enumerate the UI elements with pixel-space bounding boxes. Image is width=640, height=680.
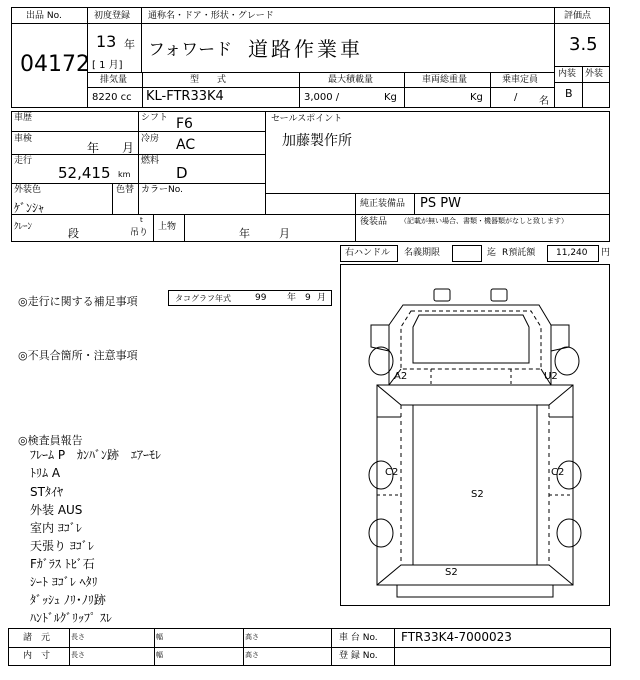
inspector-line: 外装 AUS bbox=[30, 503, 83, 517]
interior-label: 内装 bbox=[558, 69, 577, 79]
damage-mark: S2 bbox=[471, 489, 484, 500]
crane-label: ｸﾚｰﾝ bbox=[14, 222, 33, 232]
capacity-label: 乗車定員 bbox=[502, 75, 539, 85]
length-label: 長さ bbox=[71, 651, 85, 659]
mileage-value: 52,415 bbox=[58, 164, 111, 182]
driving-title: ◎走行に関する補足事項 bbox=[18, 295, 138, 308]
tachograph-label: タコグラフ年式 bbox=[175, 294, 231, 303]
damage-mark: S2 bbox=[445, 567, 458, 578]
first-reg-label: 初度登録 bbox=[94, 11, 131, 21]
name-box bbox=[141, 7, 555, 73]
body-outline bbox=[377, 385, 573, 585]
length-label: 長さ bbox=[71, 633, 85, 641]
capacity-unit: 名 bbox=[539, 96, 549, 107]
max-load-unit: Kg bbox=[384, 92, 397, 103]
wheel-front-right bbox=[555, 347, 579, 375]
model-name: フォワード bbox=[148, 40, 233, 60]
max-load: 3,000 / bbox=[304, 92, 340, 103]
equipment: PS PW bbox=[420, 196, 461, 211]
fuel-label: 燃料 bbox=[141, 156, 160, 166]
damage-mark: C2 bbox=[551, 467, 565, 478]
capacity: / bbox=[514, 92, 518, 103]
inspection-label: 車検 bbox=[14, 134, 33, 144]
tachograph-year-unit: 年 bbox=[287, 293, 297, 303]
grade-box bbox=[554, 7, 610, 108]
retrofit-note: （記載が無い場合、書類・機器類がなしと致します） bbox=[400, 217, 568, 225]
dims-label: 諸 元 bbox=[23, 633, 51, 643]
model-code: KL-FTR33K4 bbox=[146, 89, 224, 104]
gross-weight-label: 車両総重量 bbox=[422, 75, 468, 85]
crane-t-unit: t bbox=[140, 216, 143, 224]
mileage-label: 走行 bbox=[14, 156, 33, 166]
gross-weight-unit: Kg bbox=[470, 92, 483, 103]
retrofit-label: 後装品 bbox=[360, 217, 388, 227]
name-change-box bbox=[452, 245, 482, 262]
ext-color: ｹﾞﾝｼｬ bbox=[14, 201, 45, 215]
recycle-prefix: 迄 bbox=[487, 248, 497, 258]
width-label: 幅 bbox=[156, 633, 163, 641]
color-no-label: 色替 bbox=[116, 185, 135, 195]
lot-no: 04172 bbox=[20, 52, 90, 77]
recycle-label: R預託額 bbox=[502, 248, 536, 258]
crane-hang-unit: 吊り bbox=[130, 228, 149, 238]
exterior-label: 外装 bbox=[585, 69, 604, 79]
wheel-rear-right-2 bbox=[557, 519, 581, 547]
sales-point-label: セールスポイント bbox=[271, 114, 343, 124]
grade-value: 3.5 bbox=[569, 34, 598, 55]
tachograph-month-unit: 月 bbox=[317, 293, 327, 303]
inspector-line: ﾊﾝﾄﾞﾙｸﾞﾘｯﾌﾟ ｽﾚ bbox=[30, 611, 112, 625]
inspector-line: STﾀｲﾔ bbox=[30, 485, 63, 499]
tachograph-year: 99 bbox=[255, 293, 267, 303]
boarding-year-unit: 年 bbox=[239, 227, 250, 240]
defects-title: ◎不具合箇所・注意事項 bbox=[18, 349, 138, 362]
sales-point: 加藤製作所 bbox=[282, 133, 352, 149]
color-code-label: カラーNo. bbox=[141, 185, 183, 195]
damage-mark: A2 bbox=[394, 371, 408, 382]
grade-label: 評価点 bbox=[564, 11, 592, 21]
recycle-amount: 11,240 bbox=[556, 248, 588, 258]
max-load-label: 最大積載量 bbox=[328, 75, 374, 85]
inspector-line: 室内 ﾖｺﾞﾚ bbox=[30, 521, 82, 535]
shift-label: シフト bbox=[141, 113, 169, 123]
steering-box bbox=[340, 245, 398, 262]
displacement-label: 排気量 bbox=[100, 75, 128, 85]
first-reg-year-unit: 年 bbox=[124, 38, 135, 51]
inner-label: 内 寸 bbox=[23, 651, 51, 661]
damage-mark: C2 bbox=[385, 467, 399, 478]
height-label: 高さ bbox=[245, 633, 259, 641]
lot-no-label: 出品 No. bbox=[26, 11, 62, 21]
inspector-line: ﾄﾘﾑ A bbox=[30, 466, 61, 480]
inspector-line: ｼｰﾄ ﾖｺﾞﾚ ﾍﾀﾘ bbox=[30, 575, 98, 589]
inspector-line: Fｶﾞﾗｽ ﾄﾋﾞ石 bbox=[30, 557, 95, 571]
first-reg-box bbox=[87, 7, 142, 73]
lot-no-box bbox=[11, 7, 88, 108]
inspector-line: ﾌﾚｰﾑ P ｶﾝﾊﾞﾝ跡 ｴｱｰﾓﾚ bbox=[30, 448, 162, 462]
inspector-line: ﾀﾞｯｼｭ ﾉﾘ･ﾉﾘ跡 bbox=[30, 593, 106, 607]
fuel-value: D bbox=[176, 164, 188, 182]
recycle-box bbox=[547, 245, 599, 262]
width-label: 幅 bbox=[156, 651, 163, 659]
recycle-unit: 円 bbox=[601, 248, 611, 258]
damage-mark: U2 bbox=[544, 371, 558, 382]
chassis-no: FTR33K4-7000023 bbox=[401, 630, 512, 644]
height-label: 高さ bbox=[245, 651, 259, 659]
reg-label: 登 録 No. bbox=[339, 651, 378, 661]
mirror-left bbox=[434, 289, 450, 301]
boarding-month-unit: 月 bbox=[279, 227, 290, 240]
history-label: 車歴 bbox=[14, 113, 33, 123]
ac-value: AC bbox=[176, 137, 196, 153]
tachograph-month: 9 bbox=[305, 293, 311, 303]
name-label: 通称名・ドア・形状・グレード bbox=[148, 11, 274, 21]
tachograph-box bbox=[168, 290, 332, 306]
name-change-label: 名義期限 bbox=[404, 248, 441, 258]
equipment-label: 純正装備品 bbox=[360, 199, 406, 209]
footer-table bbox=[8, 628, 611, 666]
displacement: 8220 cc bbox=[92, 92, 132, 103]
ac-label: 冷房 bbox=[141, 134, 160, 144]
vehicle-diagram bbox=[340, 264, 610, 606]
spec-row bbox=[87, 72, 555, 108]
chassis-label: 車 台 No. bbox=[339, 633, 378, 643]
mirror-right bbox=[491, 289, 507, 301]
body-type: 道路作業車 bbox=[248, 37, 363, 61]
inspector-line: 天張り ﾖｺﾞﾚ bbox=[30, 539, 94, 553]
interior-grade: B bbox=[565, 87, 573, 100]
model-label: 型 式 bbox=[190, 75, 227, 85]
wheel-rear-left-2 bbox=[369, 519, 393, 547]
shift-value: F6 bbox=[176, 116, 193, 132]
first-reg-month: [ 1 月] bbox=[92, 60, 123, 71]
ext-color-label: 外装色 bbox=[14, 185, 42, 195]
inspector-title: ◎検査員報告 bbox=[18, 434, 83, 447]
steering: 右ハンドル bbox=[345, 248, 391, 258]
boarding-label: 上物 bbox=[158, 222, 177, 232]
first-reg-year: 13 bbox=[96, 32, 117, 51]
inspection-month-unit: 月 bbox=[122, 141, 135, 155]
inspection-year-unit: 年 bbox=[87, 141, 100, 155]
mileage-unit: km bbox=[118, 170, 131, 179]
rear-bumper bbox=[397, 585, 553, 597]
crane-stage-unit: 段 bbox=[68, 227, 79, 240]
